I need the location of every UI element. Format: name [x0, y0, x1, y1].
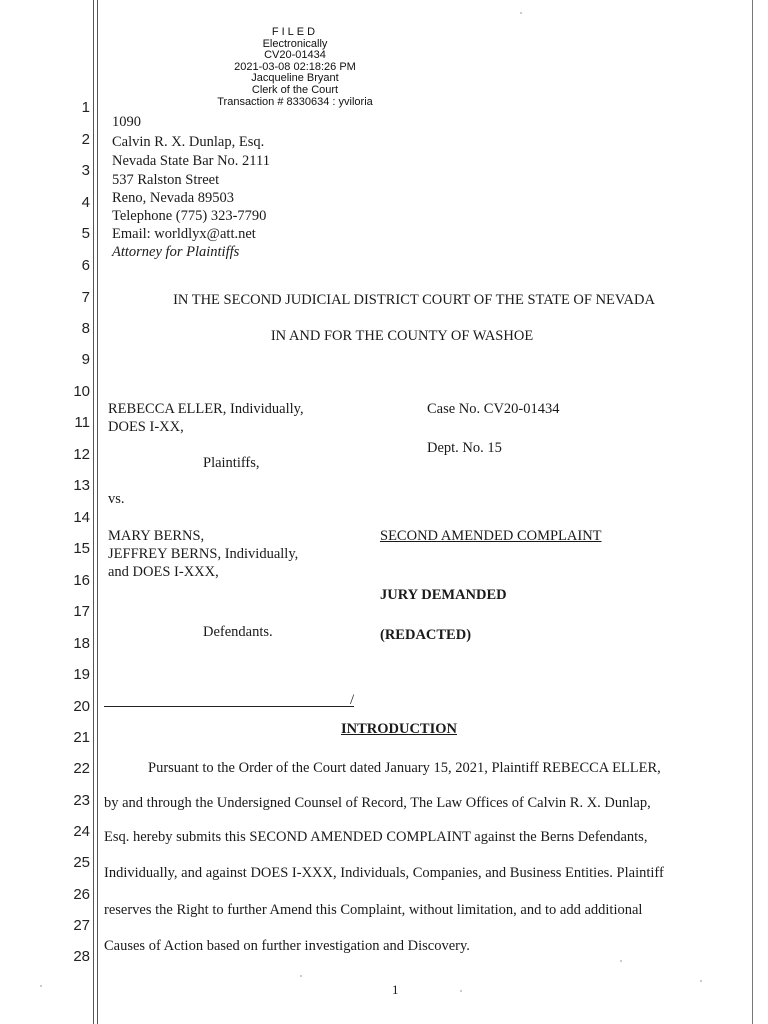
stamp-line: 2021-03-08 02:18:26 PM [234, 60, 356, 73]
defendant-name: MARY BERNS, [108, 528, 205, 544]
department-number: Dept. No. 15 [427, 440, 502, 456]
line-number: 12 [73, 446, 90, 463]
paragraph-line: by and through the Undersigned Counsel of Record, The Law Offices of Calvin R. X. Dunlap, [104, 795, 651, 811]
line-number: 16 [73, 572, 90, 589]
stamp-line: Electronically [262, 37, 328, 50]
paragraph-line: Pursuant to the Order of the Court dated January 15, 2021, Plaintiff REBECCA ELLER, [148, 760, 661, 776]
attorney-city: Reno, Nevada 89503 [112, 190, 235, 206]
line-number: 2 [81, 131, 90, 148]
redacted-label: (REDACTED) [380, 627, 472, 643]
plaintiff-name: REBECCA ELLER, Individually, [108, 401, 304, 417]
page-number: 1 [392, 982, 399, 997]
line-number: 5 [81, 225, 90, 242]
line-number: 27 [73, 917, 90, 934]
paragraph-line: Esq. hereby submits this SECOND AMENDED COMPLAINT against the Berns Defendants, [104, 829, 648, 845]
line-number: 15 [73, 540, 90, 557]
line-number: 17 [73, 603, 90, 620]
line-number: 26 [73, 886, 90, 903]
attorney-role: Attorney for Plaintiffs [112, 244, 240, 260]
case-number: Case No. CV20-01434 [427, 401, 560, 417]
court-county: IN AND FOR THE COUNTY OF WASHOE [270, 328, 534, 344]
stamp-line: Clerk of the Court [251, 83, 339, 96]
margin-rule-left-outer [93, 0, 94, 1024]
scan-speck [520, 12, 522, 14]
caption-divider-line [104, 706, 354, 707]
line-number: 18 [73, 635, 90, 652]
line-number: 13 [73, 477, 90, 494]
scan-speck [40, 985, 42, 987]
line-number: 20 [73, 698, 90, 715]
plaintiffs-label: Plaintiffs, [203, 455, 260, 471]
line-number: 23 [73, 792, 90, 809]
scan-speck [300, 975, 302, 977]
line-number: 1 [81, 99, 90, 116]
stamp-line: Transaction # 8330634 : yviloria [217, 95, 373, 108]
line-number: 11 [74, 414, 90, 431]
line-number: 4 [81, 194, 90, 211]
margin-rule-right [752, 0, 753, 1024]
court-heading: IN THE SECOND JUDICIAL DISTRICT COURT OF THE STATE OF NEVADA [173, 292, 655, 308]
line-number: 3 [81, 162, 90, 179]
caption-divider-slash: / [350, 692, 355, 708]
filed-label: FILED [271, 26, 319, 38]
introduction-heading: INTRODUCTION [340, 721, 457, 737]
scan-speck [620, 960, 622, 962]
scan-speck [460, 990, 462, 992]
attorney-code: 1090 [112, 114, 141, 130]
line-number: 22 [73, 760, 90, 777]
attorney-name: Calvin R. X. Dunlap, Esq. [112, 134, 265, 150]
line-number: 19 [73, 666, 90, 683]
scan-speck [700, 980, 702, 982]
document-title: SECOND AMENDED COMPLAINT [380, 528, 602, 544]
attorney-email: Email: worldlyx@att.net [112, 226, 256, 242]
line-number: 14 [73, 509, 90, 526]
stamp-line: CV20-01434 [264, 49, 326, 62]
line-number: 6 [81, 257, 90, 274]
line-number: 7 [81, 289, 90, 306]
attorney-bar-number: Nevada State Bar No. 2111 [112, 153, 270, 169]
line-number: 9 [81, 351, 90, 368]
line-number: 28 [73, 948, 90, 965]
line-number: 25 [73, 854, 90, 871]
attorney-phone: Telephone (775) 323-7790 [112, 208, 267, 224]
defendants-label: Defendants. [203, 624, 273, 640]
attorney-street: 537 Ralston Street [112, 172, 220, 188]
filed-stamp [180, 27, 410, 108]
plaintiff-does: DOES I-XX, [108, 419, 184, 435]
line-number: 21 [73, 729, 90, 746]
defendant-does: and DOES I-XXX, [108, 564, 219, 580]
stamp-line: Jacqueline Bryant [251, 72, 339, 85]
versus-label: vs. [108, 491, 125, 507]
line-number: 24 [73, 823, 90, 840]
paragraph-line: reserves the Right to further Amend this Complaint, without limitation, and to add additional [104, 902, 643, 918]
jury-demanded: JURY DEMANDED [380, 587, 507, 603]
paragraph-line: Individually, and against DOES I-XXX, Individuals, Companies, and Business Entities. Plaintiff [104, 865, 664, 881]
defendant-name: JEFFREY BERNS, Individually, [108, 546, 299, 562]
margin-rule-left-inner [97, 0, 98, 1024]
paragraph-line: Causes of Action based on further investigation and Discovery. [104, 938, 470, 954]
line-number: 10 [73, 383, 90, 400]
line-number: 8 [81, 320, 90, 337]
